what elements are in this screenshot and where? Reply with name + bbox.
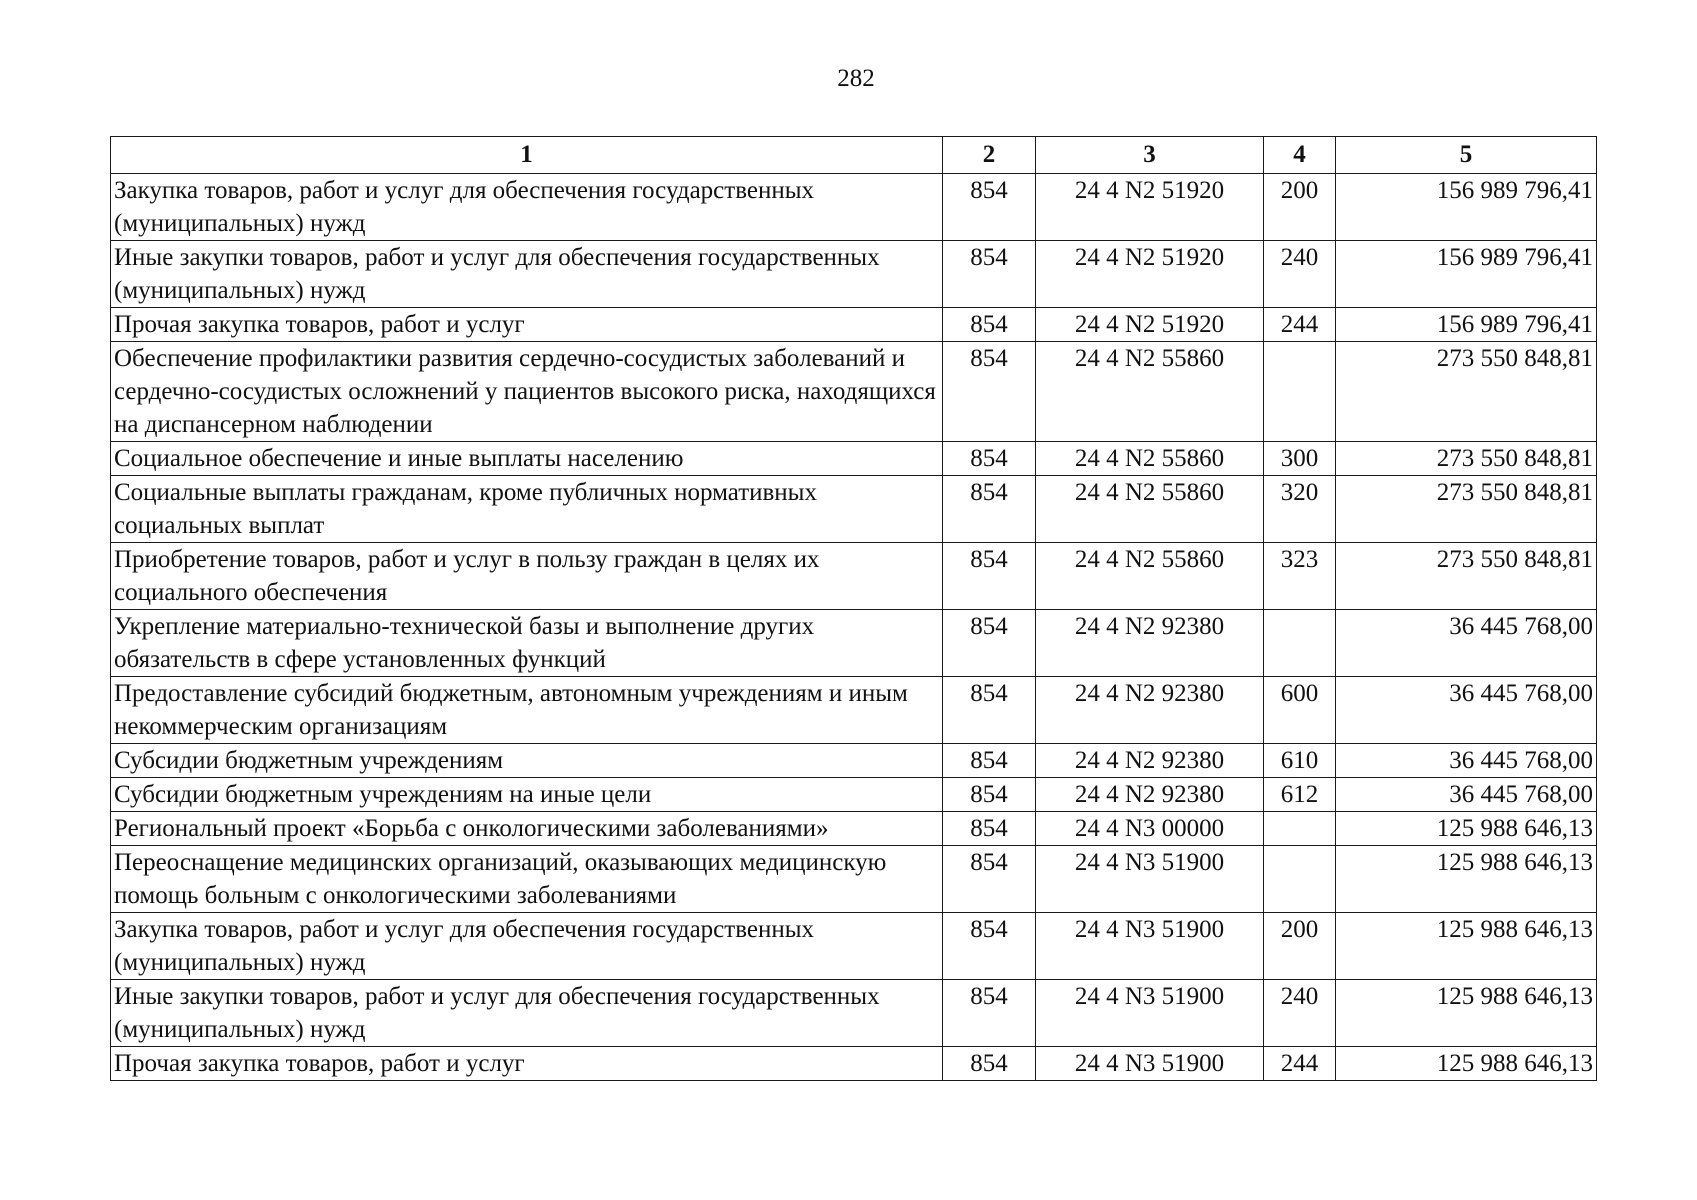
row-sum-cell: 125 988 646,13: [1336, 980, 1597, 1047]
header-row: [111, 137, 1597, 174]
row-csr-cell: 24 4 N2 92380: [1036, 610, 1264, 677]
row-vr-cell: 320: [1264, 476, 1336, 543]
row-sum-cell: 36 445 768,00: [1336, 778, 1597, 812]
header-col-4: 4: [1264, 137, 1336, 174]
table-row: [111, 846, 1597, 913]
header-col-2: 2: [943, 137, 1036, 174]
row-vr-cell: 200: [1264, 913, 1336, 980]
row-csr-cell: 24 4 N2 51920: [1036, 241, 1264, 308]
row-sum-cell: 125 988 646,13: [1336, 1047, 1597, 1081]
row-sum-cell: 125 988 646,13: [1336, 846, 1597, 913]
row-name-cell: Иные закупки товаров, работ и услуг для обеспечения государственных (муниципальных) нужд: [111, 241, 943, 308]
row-csr-cell: 24 4 N2 92380: [1036, 677, 1264, 744]
row-grbs-cell: 854: [943, 980, 1036, 1047]
row-vr-cell: 200: [1264, 174, 1336, 241]
row-grbs-cell: 854: [943, 476, 1036, 543]
row-vr-cell: [1264, 812, 1336, 846]
row-grbs-cell: 854: [943, 610, 1036, 677]
table-row: [111, 476, 1597, 543]
row-name-cell: Закупка товаров, работ и услуг для обеспечения государственных (муниципальных) нужд: [111, 174, 943, 241]
table-row: [111, 744, 1597, 778]
row-csr-cell: 24 4 N2 51920: [1036, 174, 1264, 241]
row-sum-cell: 36 445 768,00: [1336, 744, 1597, 778]
row-sum-cell: 156 989 796,41: [1336, 308, 1597, 342]
row-vr-cell: 244: [1264, 1047, 1336, 1081]
row-grbs-cell: 854: [943, 846, 1036, 913]
row-grbs-cell: 854: [943, 744, 1036, 778]
row-vr-cell: [1264, 846, 1336, 913]
row-csr-cell: 24 4 N3 51900: [1036, 913, 1264, 980]
row-vr-cell: 610: [1264, 744, 1336, 778]
row-grbs-cell: 854: [943, 677, 1036, 744]
row-csr-cell: 24 4 N2 55860: [1036, 476, 1264, 543]
row-vr-cell: [1264, 610, 1336, 677]
row-csr-cell: 24 4 N2 55860: [1036, 442, 1264, 476]
row-sum-cell: 273 550 848,81: [1336, 442, 1597, 476]
row-csr-cell: 24 4 N3 51900: [1036, 980, 1264, 1047]
row-sum-cell: 36 445 768,00: [1336, 677, 1597, 744]
table-row: [111, 543, 1597, 610]
row-sum-cell: 125 988 646,13: [1336, 812, 1597, 846]
row-vr-cell: 240: [1264, 241, 1336, 308]
row-csr-cell: 24 4 N2 55860: [1036, 543, 1264, 610]
row-vr-cell: 612: [1264, 778, 1336, 812]
table-body: [111, 174, 1597, 1081]
row-vr-cell: 323: [1264, 543, 1336, 610]
row-csr-cell: 24 4 N2 92380: [1036, 778, 1264, 812]
row-name-cell: Прочая закупка товаров, работ и услуг: [111, 308, 943, 342]
page-number: 282: [837, 65, 875, 92]
row-name-cell: Социальные выплаты гражданам, кроме публичных нормативных социальных выплат: [111, 476, 943, 543]
budget-table: [110, 136, 1597, 1081]
table-header: [111, 137, 1597, 174]
header-col-1: 1: [111, 137, 943, 174]
header-col-5: 5: [1336, 137, 1597, 174]
row-sum-cell: 36 445 768,00: [1336, 610, 1597, 677]
row-vr-cell: 300: [1264, 442, 1336, 476]
row-vr-cell: 600: [1264, 677, 1336, 744]
row-vr-cell: 240: [1264, 980, 1336, 1047]
row-sum-cell: 273 550 848,81: [1336, 543, 1597, 610]
row-name-cell: Иные закупки товаров, работ и услуг для обеспечения государственных (муниципальных) нужд: [111, 980, 943, 1047]
table-row: [111, 677, 1597, 744]
row-name-cell: Приобретение товаров, работ и услуг в пользу граждан в целях их социального обеспечения: [111, 543, 943, 610]
row-name-cell: Предоставление субсидий бюджетным, автономным учреждениям и иным некоммерческим организациям: [111, 677, 943, 744]
row-grbs-cell: 854: [943, 308, 1036, 342]
row-name-cell: Прочая закупка товаров, работ и услуг: [111, 1047, 943, 1081]
table-row: [111, 778, 1597, 812]
row-csr-cell: 24 4 N2 55860: [1036, 342, 1264, 442]
row-grbs-cell: 854: [943, 1047, 1036, 1081]
row-grbs-cell: 854: [943, 241, 1036, 308]
row-name-cell: Закупка товаров, работ и услуг для обеспечения государственных (муниципальных) нужд: [111, 913, 943, 980]
table-row: [111, 812, 1597, 846]
header-col-3: 3: [1036, 137, 1264, 174]
row-sum-cell: 273 550 848,81: [1336, 342, 1597, 442]
table-row: [111, 308, 1597, 342]
table-row: [111, 342, 1597, 442]
row-csr-cell: 24 4 N2 92380: [1036, 744, 1264, 778]
row-grbs-cell: 854: [943, 913, 1036, 980]
row-name-cell: Социальное обеспечение и иные выплаты населению: [111, 442, 943, 476]
row-name-cell: Субсидии бюджетным учреждениям на иные цели: [111, 778, 943, 812]
row-grbs-cell: 854: [943, 543, 1036, 610]
row-grbs-cell: 854: [943, 342, 1036, 442]
table-row: [111, 980, 1597, 1047]
row-csr-cell: 24 4 N3 51900: [1036, 1047, 1264, 1081]
table-row: [111, 1047, 1597, 1081]
table-row: [111, 174, 1597, 241]
row-vr-cell: 244: [1264, 308, 1336, 342]
row-name-cell: Переоснащение медицинских организаций, оказывающих медицинскую помощь больным с онкологическими заболеваниями: [111, 846, 943, 913]
table-row: [111, 442, 1597, 476]
row-csr-cell: 24 4 N3 00000: [1036, 812, 1264, 846]
row-sum-cell: 273 550 848,81: [1336, 476, 1597, 543]
row-sum-cell: 156 989 796,41: [1336, 174, 1597, 241]
row-name-cell: Региональный проект «Борьба с онкологическими заболеваниями»: [111, 812, 943, 846]
row-grbs-cell: 854: [943, 174, 1036, 241]
row-grbs-cell: 854: [943, 778, 1036, 812]
row-sum-cell: 125 988 646,13: [1336, 913, 1597, 980]
table-row: [111, 913, 1597, 980]
row-name-cell: Субсидии бюджетным учреждениям: [111, 744, 943, 778]
row-sum-cell: 156 989 796,41: [1336, 241, 1597, 308]
row-name-cell: Укрепление материально-технической базы и выполнение других обязательств в сфере установленных функций: [111, 610, 943, 677]
table-row: [111, 241, 1597, 308]
table-row: [111, 610, 1597, 677]
row-csr-cell: 24 4 N2 51920: [1036, 308, 1264, 342]
row-csr-cell: 24 4 N3 51900: [1036, 846, 1264, 913]
row-grbs-cell: 854: [943, 812, 1036, 846]
row-vr-cell: [1264, 342, 1336, 442]
row-name-cell: Обеспечение профилактики развития сердечно-сосудистых заболеваний и сердечно-сосудистых осложнений у пациентов высокого риска, находящихся на диспансерном наблюдении: [111, 342, 943, 442]
row-grbs-cell: 854: [943, 442, 1036, 476]
